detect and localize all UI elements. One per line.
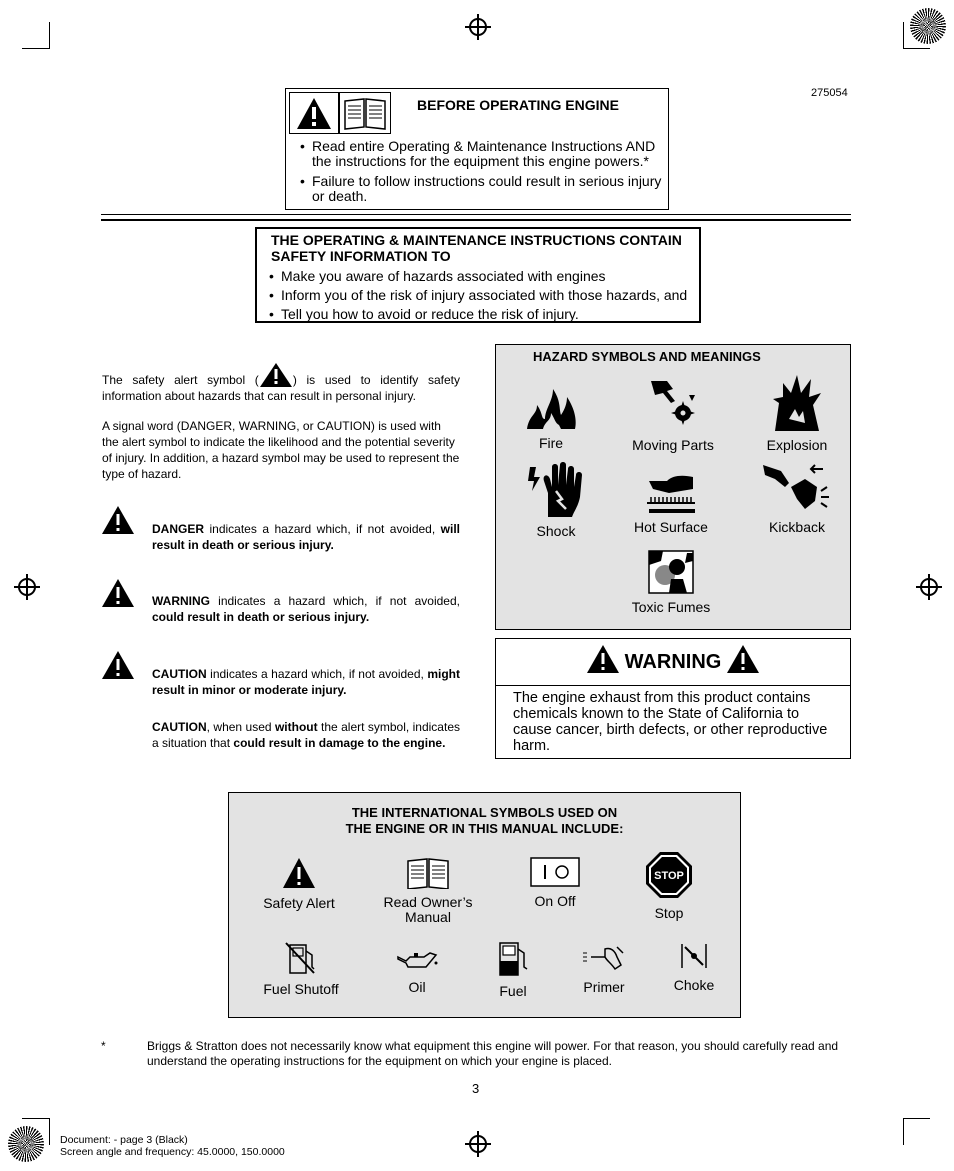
primer-icon <box>581 943 627 973</box>
symbol-label: Stop <box>654 905 684 921</box>
danger-alert-icon <box>101 505 135 535</box>
manual-icon-frame <box>339 92 391 134</box>
oil-can-icon <box>394 945 440 973</box>
om-safety-list <box>269 267 699 324</box>
footnote-text: Briggs & Stratton does not necessarily know what equipment this engine will power. For that reason, you should carefully read and understand the operating instructions for the equipment on which your engine is placed. <box>147 1039 839 1068</box>
before-operating-title: BEFORE OPERATING ENGINE <box>417 97 619 113</box>
hazard-hot-surface <box>621 469 721 535</box>
alert-triangle-icon <box>259 362 293 388</box>
warning-title: WARNING <box>624 651 722 673</box>
hot-surface-icon <box>643 469 699 515</box>
footnote-marker: * <box>101 1039 106 1053</box>
alert-icon-frame <box>289 92 339 134</box>
printer-slug: Document: - page 3 (Black) Screen angle and frequency: 45.0000, 150.0000 <box>60 1134 285 1158</box>
choke-icon <box>679 941 709 971</box>
hazard-kickback <box>751 461 843 535</box>
symbol-label: Oil <box>408 979 426 995</box>
hazard-moving-parts <box>621 377 725 453</box>
symbol-choke <box>659 941 729 993</box>
symbol-oil <box>377 945 457 995</box>
crop-mark <box>903 1118 904 1145</box>
alert-symbol-paragraph: The safety alert symbol ( ) is used to identify safety information about hazards that can result in personal injury. <box>102 362 460 404</box>
fuel-pump-icon <box>496 939 530 977</box>
alert-triangle-icon <box>290 93 338 133</box>
book-icon <box>340 93 390 133</box>
symbol-label: Fuel <box>499 983 527 999</box>
international-symbols-title: THE INTERNATIONAL SYMBOLS USED ON THE ENGINE OR IN THIS MANUAL INCLUDE: <box>345 805 624 836</box>
hazard-shock <box>511 461 601 539</box>
registration-mark-icon <box>469 18 487 36</box>
registration-mark-icon <box>469 1135 487 1153</box>
symbol-fuel <box>483 939 543 999</box>
alert-triangle-icon <box>282 857 316 889</box>
symbol-label: Primer <box>583 979 625 995</box>
warning-alert-icon <box>101 578 135 608</box>
symbol-label: Fuel Shutoff <box>263 981 339 997</box>
divider <box>101 214 851 215</box>
before-operating-box <box>285 88 669 210</box>
hazard-label: Kickback <box>768 519 826 535</box>
symbol-fuel-shutoff <box>251 941 351 997</box>
crop-mark <box>903 48 930 49</box>
symbol-label: On Off <box>534 893 576 909</box>
hazard-toxic-fumes <box>621 549 721 615</box>
caution-alert-icon <box>101 650 135 680</box>
caution-no-symbol-definition: CAUTION, when used without the alert symbol, indicates a situation that could result in damage to the engine. <box>152 720 460 750</box>
symbol-label: Read Owner’s Manual <box>383 894 473 925</box>
document-code: 275054 <box>811 87 848 99</box>
hazard-symbols-title: HAZARD SYMBOLS AND MEANINGS <box>533 349 761 364</box>
symbol-primer <box>569 943 639 995</box>
crop-mark <box>903 22 904 49</box>
list-item: • Read entire Operating & Maintenance Instructions AND the instructions for the equipment this engine powers.* <box>300 139 664 169</box>
moving-parts-icon <box>645 377 701 433</box>
california-warning-box <box>495 638 851 759</box>
list-item: • Inform you of the risk of injury associated with those hazards, and <box>269 286 699 305</box>
book-icon <box>406 857 450 889</box>
symbol-on-off <box>515 857 595 909</box>
shock-icon <box>526 461 586 519</box>
alert-triangle-icon <box>586 644 620 674</box>
international-symbols-box <box>228 792 741 1018</box>
hazard-label: Moving Parts <box>632 437 714 453</box>
hazard-label: Toxic Fumes <box>631 599 711 615</box>
stop-sign-icon <box>645 851 693 899</box>
page-number: 3 <box>472 1081 480 1096</box>
symbol-label: Choke <box>673 977 715 993</box>
on-off-icon <box>530 857 580 887</box>
stop-sign-text: STOP <box>654 870 684 882</box>
alert-triangle-icon <box>726 644 760 674</box>
before-operating-list <box>300 139 664 204</box>
list-item: • Tell you how to avoid or reduce the risk of injury. <box>269 305 699 324</box>
fuel-shutoff-icon <box>284 941 318 975</box>
list-item: • Make you aware of hazards associated with engines <box>269 267 699 286</box>
symbol-read-manual <box>373 857 483 925</box>
warning-definition: WARNING indicates a hazard which, if not avoided, could result in death or serious injury. <box>152 594 460 624</box>
registration-mark-icon <box>920 578 938 596</box>
symbol-safety-alert <box>249 857 349 911</box>
signal-word-paragraph: A signal word (DANGER, WARNING, or CAUTION) is used with the alert symbol to indicate the likelihood and the potential severity of injury. In addition, a hazard symbol may be used to represent the type of hazard. <box>102 419 460 481</box>
hazard-fire <box>511 385 591 451</box>
hazard-label: Shock <box>536 523 576 539</box>
explosion-icon <box>769 373 825 433</box>
om-safety-title: THE OPERATING & MAINTENANCE INSTRUCTIONS CONTAIN SAFETY INFORMATION TO <box>271 232 682 264</box>
hazard-label: Fire <box>538 435 564 451</box>
registration-mark-icon <box>18 578 36 596</box>
crop-mark <box>49 1118 50 1145</box>
warning-text: The engine exhaust from this product contains chemicals known to the State of California to cause cancer, birth defects, or other reproductive harm. <box>513 690 828 754</box>
hazard-explosion <box>754 373 840 453</box>
crop-mark <box>903 1118 930 1119</box>
fire-icon <box>523 385 579 431</box>
danger-definition: DANGER indicates a hazard which, if not avoided, will result in death or serious injury. <box>152 522 460 552</box>
symbol-stop <box>629 851 709 921</box>
om-safety-box <box>255 227 701 323</box>
symbol-label: Safety Alert <box>263 895 335 911</box>
hazard-symbols-box <box>495 344 851 630</box>
starburst-mark-icon <box>8 1126 44 1162</box>
toxic-fumes-icon <box>647 549 695 595</box>
divider <box>101 219 851 221</box>
warning-header <box>496 639 850 686</box>
crop-mark <box>22 48 49 49</box>
starburst-mark-icon <box>910 8 946 44</box>
hazard-label: Hot Surface <box>634 519 708 535</box>
caution-definition: CAUTION indicates a hazard which, if not avoided, might result in minor or moderate injury. <box>152 667 460 697</box>
kickback-icon <box>761 461 833 515</box>
crop-mark <box>49 22 50 49</box>
list-item: • Failure to follow instructions could result in serious injury or death. <box>300 174 664 204</box>
crop-mark <box>22 1118 49 1119</box>
hazard-label: Explosion <box>766 437 828 453</box>
